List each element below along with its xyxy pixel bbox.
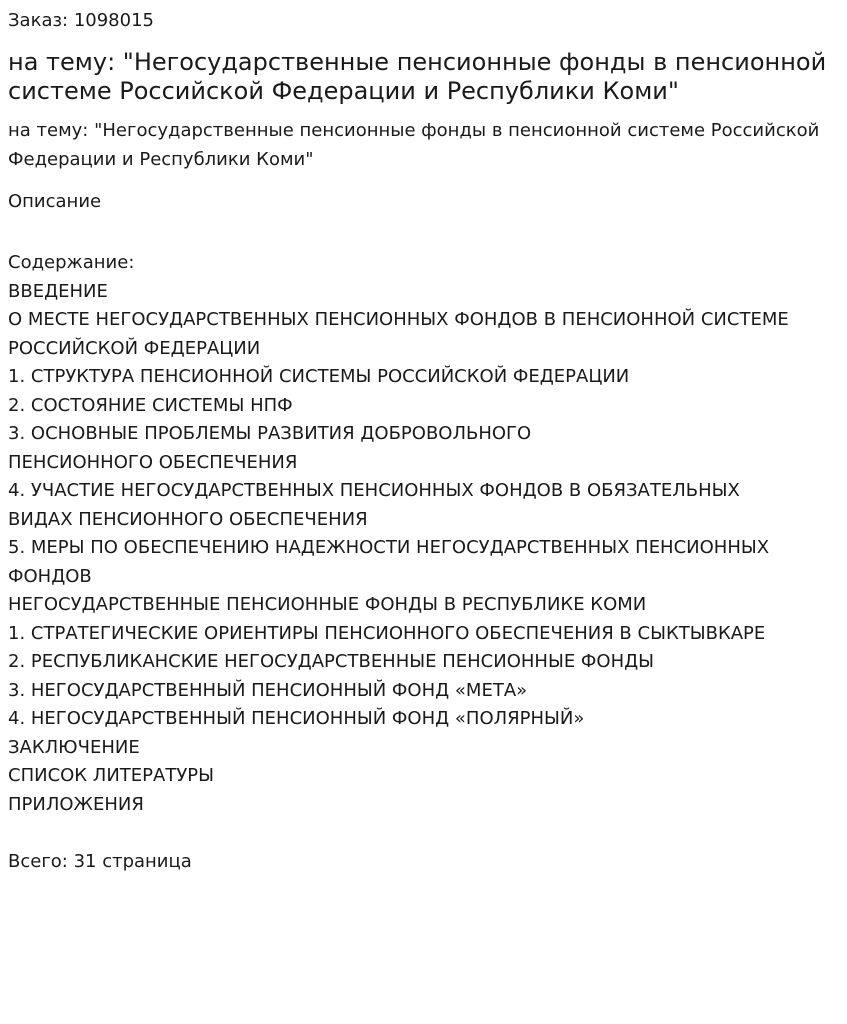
toc-line: ВИДАХ ПЕНСИОННОГО ОБЕСПЕЧЕНИЯ	[8, 508, 368, 530]
toc-line: 1. СТРУКТУРА ПЕНСИОННОЙ СИСТЕМЫ РОССИЙСКОЙ ФЕДЕРАЦИИ	[8, 366, 630, 387]
table-of-contents	[8, 278, 839, 820]
toc-line: НЕГОСУДАРСТВЕННЫЕ ПЕНСИОННЫЕ ФОНДЫ В РЕСПУБЛИКЕ КОМИ	[8, 594, 647, 615]
toc-line: РОССИЙСКОЙ ФЕДЕРАЦИИ	[8, 337, 261, 359]
toc-line: 3. ОСНОВНЫЕ ПРОБЛЕМЫ РАЗВИТИЯ ДОБРОВОЛЬНОГО	[8, 423, 532, 444]
toc-line: ВВЕДЕНИЕ	[8, 280, 108, 302]
contents-label: Содержание:	[8, 252, 135, 273]
toc-line: О МЕСТЕ НЕГОСУДАРСТВЕННЫХ ПЕНСИОННЫХ ФОНДОВ В ПЕНСИОННОЙ СИСТЕМЕ	[8, 309, 789, 330]
description-heading: Описание	[8, 191, 102, 212]
page-title: на тему: "Негосударственные пенсионные фонды в пенсионной системе Российской Федерации и Республики Коми"	[8, 48, 827, 105]
toc-line: 2. СОСТОЯНИЕ СИСТЕМЫ НПФ	[8, 394, 293, 416]
toc-line: ЗАКЛЮЧЕНИЕ	[8, 736, 140, 758]
topic-subtitle: на тему: "Негосударственные пенсионные фонды в пенсионной системе Российской Федерации и Республики Коми"	[8, 120, 820, 170]
toc-line: ПРИЛОЖЕНИЯ	[8, 793, 144, 815]
toc-line: ПЕНСИОННОГО ОБЕСПЕЧЕНИЯ	[8, 451, 298, 473]
toc-line: 1. СТРАТЕГИЧЕСКИЕ ОРИЕНТИРЫ ПЕНСИОННОГО ОБЕСПЕЧЕНИЯ В СЫКТЫВКАРЕ	[8, 622, 766, 644]
toc-line: ФОНДОВ	[8, 565, 92, 587]
toc-line: 2. РЕСПУБЛИКАНСКИЕ НЕГОСУДАРСТВЕННЫЕ ПЕНСИОННЫЕ ФОНДЫ	[8, 651, 655, 672]
order-number: Заказ: 1098015	[8, 10, 154, 31]
toc-line: 4. НЕГОСУДАРСТВЕННЫЙ ПЕНСИОННЫЙ ФОНД «ПОЛЯРНЫЙ»	[8, 708, 585, 729]
toc-line: СПИСОК ЛИТЕРАТУРЫ	[8, 765, 215, 786]
toc-line: 5. МЕРЫ ПО ОБЕСПЕЧЕНИЮ НАДЕЖНОСТИ НЕГОСУДАРСТВЕННЫХ ПЕНСИОННЫХ	[8, 537, 770, 558]
toc-line: 3. НЕГОСУДАРСТВЕННЫЙ ПЕНСИОННЫЙ ФОНД «МЕТА»	[8, 679, 528, 701]
page-count: Всего: 31 страница	[8, 851, 192, 872]
toc-line: 4. УЧАСТИЕ НЕГОСУДАРСТВЕННЫХ ПЕНСИОННЫХ ФОНДОВ В ОБЯЗАТЕЛЬНЫХ	[8, 480, 740, 501]
